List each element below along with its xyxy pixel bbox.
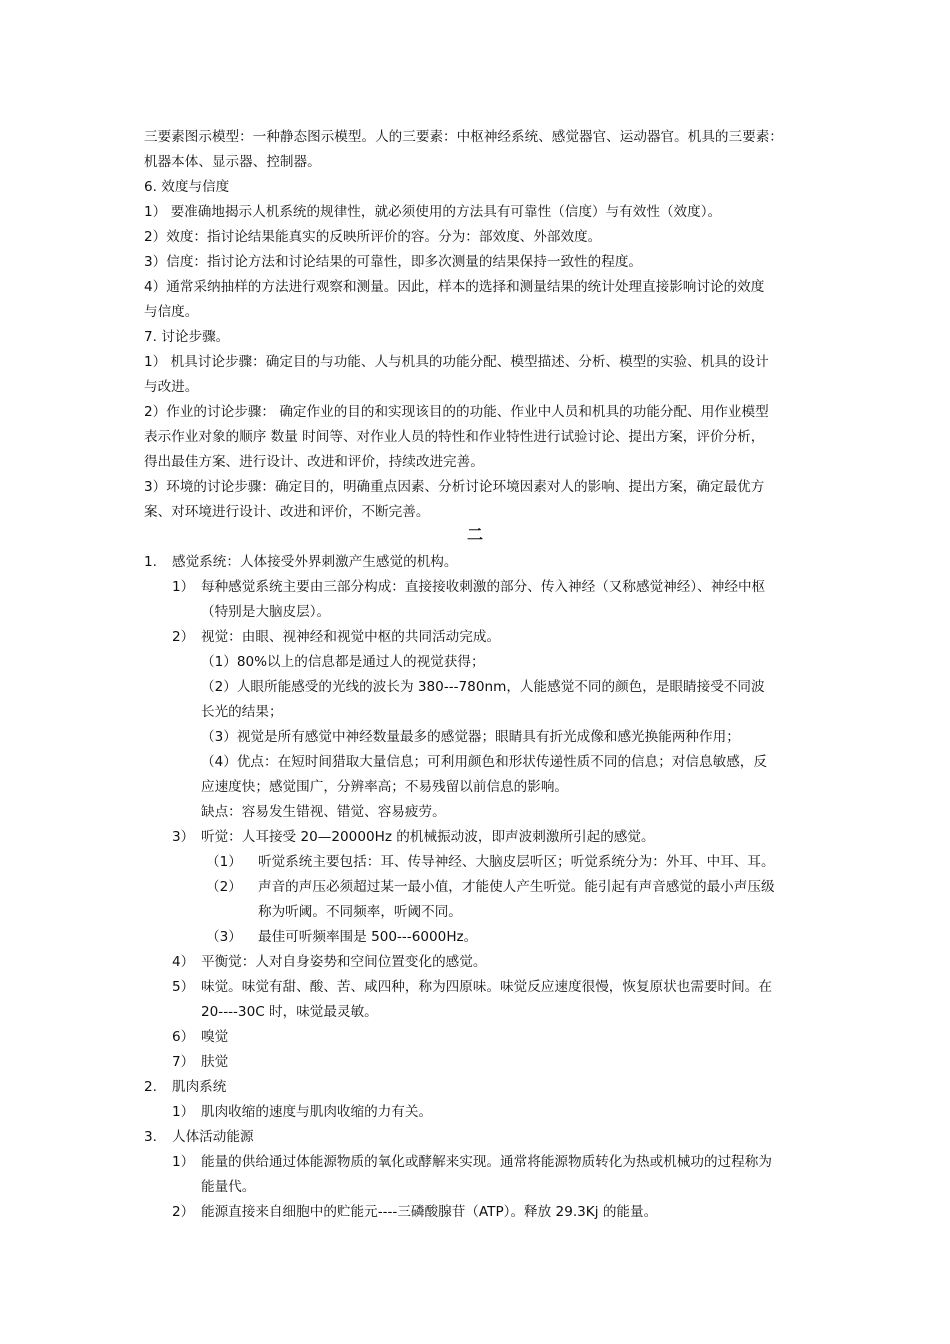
vision-drawbacks: 缺点：容易发生错视、错觉、容易疲劳。 xyxy=(201,804,446,820)
section-6-item-4-line1: 4）通常采纳抽样的方法进行观察和测量。因此，样本的选择和测量结果的统计处理直接影响讨论的效度 xyxy=(144,279,765,295)
section-7-item-2-line1: 2）作业的讨论步骤： 确定作业的目的和实现该目的的功能、作业中人员和机具的功能分配、用作业模型 xyxy=(144,404,769,420)
hearing-point-2-line1: 声音的声压必须超过某一最小值，才能使人产生听觉。能引起有声音感觉的最小声压级 xyxy=(258,879,775,895)
sensory-item-2-number: 2） xyxy=(172,629,195,645)
hearing-point-2-number: （2） xyxy=(206,879,242,895)
energy-item-2: 能源直接来自细胞中的贮能元----三磷酸腺苷（ATP）。释放 29.3Kj 的能量。 xyxy=(201,1204,658,1220)
sensory-item-4-number: 4） xyxy=(172,954,195,970)
paragraph-three-elements-line2: 机器本体、显示器、控制器。 xyxy=(144,154,321,170)
muscle-item-1: 肌肉收缩的速度与肌肉收缩的力有关。 xyxy=(201,1104,433,1120)
section-6-item-3: 3）信度：指讨论方法和讨论结果的可靠性，即多次测量的结果保持一致性的程度。 xyxy=(144,254,643,270)
sensory-item-1-number: 1） xyxy=(172,579,195,595)
section-7-item-2-line3: 得出最佳方案、进行设计、改进和评价，持续改进完善。 xyxy=(144,454,484,470)
paragraph-three-elements-line1: 三要素图示模型：一种静态图示模型。人的三要素：中枢神经系统、感觉器官、运动器官。机具的三要素： xyxy=(144,129,783,145)
section-7-item-2-line2: 表示作业对象的顺序 数量 时间等、对作业人员的特性和作业特性进行试验讨论、提出方案，评价分析， xyxy=(144,429,765,445)
section-7-item-1-line1: 1） 机具讨论步骤：确定目的与功能、人与机具的功能分配、模型描述、分析、模型的实验、机具的设计 xyxy=(144,354,769,370)
sensory-item-7-number: 7） xyxy=(172,1054,195,1070)
vision-point-1: （1）80%以上的信息都是通过人的视觉获得； xyxy=(201,654,485,670)
vision-point-2-line1: （2）人眼所能感受的光线的波长为 380---780nm，人能感觉不同的颜色，是眼睛接受不同波 xyxy=(201,679,765,695)
section-7-item-3-line2: 案、对环境进行设计、改进和评价，不断完善。 xyxy=(144,504,430,520)
energy-title: 人体活动能源 xyxy=(172,1129,254,1145)
sensory-system-title: 感觉系统：人体接受外界刺激产生感觉的机构。 xyxy=(172,554,458,570)
hearing-point-3-number: （3） xyxy=(206,929,242,945)
energy-item-1-line1: 能量的供给通过体能源物质的氧化或酵解来实现。通常将能源物质转化为热或机械功的过程称为 xyxy=(201,1154,772,1170)
section-7-item-3-line1: 3）环境的讨论步骤：确定目的，明确重点因素、分析讨论环境因素对人的影响、提出方案，确定最优方 xyxy=(144,479,765,495)
muscle-item-1-number: 1） xyxy=(172,1104,195,1120)
hearing-point-2-line2: 称为听阈。不同频率，听阈不同。 xyxy=(258,904,462,920)
hearing-title: 听觉：人耳接受 20—20000Hz 的机械振动波，即声波刺激所引起的感觉。 xyxy=(201,829,655,845)
sensory-item-1-line2: （特别是大脑皮层）。 xyxy=(201,604,331,620)
taste-line2: 20----30C 时，味觉最灵敏。 xyxy=(201,1004,378,1020)
list-number-1: 1. xyxy=(144,554,157,570)
muscle-system-title: 肌肉系统 xyxy=(172,1079,227,1095)
balance-sense: 平衡觉：人对自身姿势和空间位置变化的感觉。 xyxy=(201,954,487,970)
section-6-item-2: 2）效度：指讨论结果能真实的反映所评价的容。分为：部效度、外部效度。 xyxy=(144,229,602,245)
energy-item-2-number: 2） xyxy=(172,1204,195,1220)
vision-point-4-line1: （4）优点：在短时间猎取大量信息；可利用颜色和形状传递性质不同的信息；对信息敏感，反 xyxy=(201,754,767,770)
section-6-item-1: 1） 要准确地揭示人机系统的规律性，就必须使用的方法具有可靠性（信度）与有效性（效度）。 xyxy=(144,204,722,220)
hearing-point-1-number: （1） xyxy=(206,854,242,870)
smell-sense: 嗅觉 xyxy=(201,1029,229,1045)
energy-item-1-number: 1） xyxy=(172,1154,195,1170)
sensory-item-5-number: 5） xyxy=(172,979,195,995)
hearing-point-1: 听觉系统主要包括：耳、传导神经、大脑皮层听区；听觉系统分为：外耳、中耳、耳。 xyxy=(258,854,775,870)
taste-line1: 味觉。味觉有甜、酸、苦、咸四种，称为四原味。味觉反应速度很慢，恢复原状也需要时间。在 xyxy=(201,979,772,995)
list-number-3: 3. xyxy=(144,1129,157,1145)
section-6-item-4-line2: 与信度。 xyxy=(144,304,199,320)
section-7-title: 7. 讨论步骤。 xyxy=(144,329,230,345)
vision-title: 视觉：由眼、视神经和视觉中枢的共同活动完成。 xyxy=(201,629,501,645)
section-7-item-1-line2: 与改进。 xyxy=(144,379,199,395)
vision-point-2-line2: 长光的结果； xyxy=(201,704,283,720)
hearing-point-3: 最佳可听频率围是 500---6000Hz。 xyxy=(258,929,478,945)
skin-sense: 肤觉 xyxy=(201,1054,229,1070)
sensory-item-3-number: 3） xyxy=(172,829,195,845)
vision-point-4-line2: 应速度快；感觉围广，分辨率高；不易残留以前信息的影响。 xyxy=(201,779,569,795)
sensory-item-6-number: 6） xyxy=(172,1029,195,1045)
section-6-title: 6. 效度与信度 xyxy=(144,179,230,195)
list-number-2: 2. xyxy=(144,1079,157,1095)
chapter-heading-two: 二 xyxy=(466,525,483,544)
vision-point-3: （3）视觉是所有感觉中神经数量最多的感觉器；眼睛具有折光成像和感光换能两种作用； xyxy=(201,729,740,745)
energy-item-1-line2: 能量代。 xyxy=(201,1179,256,1195)
sensory-item-1-line1: 每种感觉系统主要由三部分构成：直接接收刺激的部分、传入神经（又称感觉神经）、神经中枢 xyxy=(201,579,766,595)
